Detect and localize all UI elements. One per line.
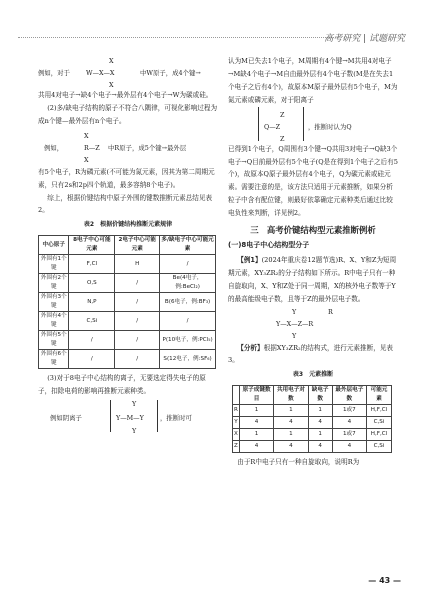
table-row <box>233 441 392 453</box>
atom-label: X <box>84 131 89 140</box>
table-cell: H <box>115 255 160 274</box>
structure-row: Y—X—Z—R <box>276 319 314 328</box>
structure-r <box>38 128 218 166</box>
table-cell: 4 <box>332 441 366 453</box>
atom-label: X <box>109 81 114 89</box>
structure-q <box>228 107 398 143</box>
atom-label: Y <box>132 400 137 409</box>
table-cell: X <box>233 429 240 441</box>
table-cell: / <box>115 312 160 331</box>
table-cell: Y <box>233 417 240 429</box>
table-cell: 1或7 <box>332 429 366 441</box>
table-cell: 4 <box>239 441 273 453</box>
atom-label: Z <box>280 134 285 143</box>
structure-xyzr <box>228 306 398 342</box>
table-cell: H,F,Cl <box>367 429 392 441</box>
table-header: 中心原子 <box>39 236 69 255</box>
table-caption: 表2 根据价键结构推断元素规律 <box>83 221 173 229</box>
atom-label: Y <box>292 331 297 340</box>
table-cell: / <box>160 312 216 331</box>
structure-row: Y—M—Y <box>116 414 144 423</box>
table-row <box>39 293 216 312</box>
table-cell: 外围有1个键 <box>39 255 69 274</box>
table-cell: / <box>115 274 160 293</box>
example-body: (2024年重庆卷12题节选)R、X、Y和Z为短周期元素，XY₃ZR₂的分子结构如下所示。R中电子只有一种自旋取向，X、Y和Z处于同一周期，X的核外电子数等于Y的最高能级电子数，且等于Z的最外层电子数。 <box>228 255 397 303</box>
page-number: — 43 — <box>368 576 401 585</box>
table-cell: / <box>69 331 115 350</box>
analysis-body: 根据XY₃ZR₂的结构式，进行元素推断，见表3。 <box>228 343 393 365</box>
table-cell: H,F,Cl <box>367 405 392 417</box>
atom-label: Z <box>280 110 285 119</box>
table-cell: 4 <box>274 417 308 429</box>
table-row <box>39 350 216 369</box>
example-prefix: 例如阴离子 <box>50 414 82 423</box>
table-cell: B(6电子，例:BF₃) <box>160 293 216 312</box>
table-row <box>39 312 216 331</box>
table-cell: 外围有3个键 <box>39 293 69 312</box>
table-cell: P(10电子，例:PCl₅) <box>160 331 216 350</box>
analysis-paragraph <box>228 342 398 368</box>
table-row <box>233 429 392 441</box>
analysis-tag: 【分析】 <box>237 343 264 352</box>
table-cell: / <box>160 255 216 274</box>
subsection-heading: (一)8电子中心结构型分子 <box>228 240 310 249</box>
table-cell: C,Si <box>69 312 115 331</box>
example-suffix: ，推断时可 <box>160 414 192 423</box>
table-row <box>39 274 216 293</box>
table-cell: 1或7 <box>332 405 366 417</box>
paragraph: 综上，根据价键结构中原子外围的键数推断元素总结见表2。 <box>38 193 213 215</box>
table-cell: O,S <box>69 274 115 293</box>
table-cell: 外围有4个键 <box>39 312 69 331</box>
table-cell: R <box>233 405 240 417</box>
table-cell: 4 <box>239 417 273 429</box>
table-header: 共用电子对数 <box>274 386 308 405</box>
paragraph: 共用4对电子→缺4个电子→最外层有4个电子→W为碳或硅。 <box>38 91 213 99</box>
table-header: 多/缺电子中心可能元素 <box>160 236 216 255</box>
header-rule <box>18 37 336 38</box>
table-3 <box>232 385 392 453</box>
table-header: 2电子中心可能元素 <box>115 236 160 255</box>
table-row <box>233 417 392 429</box>
right-column <box>228 55 398 469</box>
table-cell: 1 <box>308 429 332 441</box>
table-cell: / <box>115 350 160 369</box>
table-header: 8电子中心可能元素 <box>69 236 115 255</box>
example-tag: 【例1】 <box>237 255 262 264</box>
table-cell: / <box>115 293 160 312</box>
atom-label: X <box>84 155 89 164</box>
paragraph: 已得到1个电子，Q周围有3个键→Q共用3对电子→Q缺3个电子→Q目前最外层有5个电子(Q是在得到1个电子之后有5个)，故原本Q原子最外层有4个电子，Q为碳元素或硅元素。需要注意的是，该方法只适用于元素推断，如果分析粒子中含有配位键，则最好依靠确定元素种类后通过比较电负性来判断，详见例2。 <box>228 144 398 218</box>
table-cell: Z <box>233 441 240 453</box>
table-cell: 1 <box>308 405 332 417</box>
table-cell: 外围有6个键 <box>39 350 69 369</box>
table-header-row <box>233 386 392 405</box>
example-suffix: 中W原子，成4个键→ <box>140 69 201 77</box>
structure-w <box>38 55 218 89</box>
table-row <box>39 331 216 350</box>
journal-name: 高考研究 | 试题研究 <box>324 34 405 44</box>
table-cell: N,P <box>69 293 115 312</box>
table-cell: / <box>115 331 160 350</box>
table-header-row <box>39 236 216 255</box>
atom-label: Y <box>292 307 297 316</box>
table-cell: S(12电子，例:SF₆) <box>160 350 216 369</box>
example-suffix: 中R原子，成5个键→最外层 <box>108 143 187 152</box>
table-2 <box>38 235 216 369</box>
table-header: 原子成键数目 <box>239 386 273 405</box>
section-heading: 三 高考价键结构型元素推断例析 <box>250 225 376 236</box>
running-header <box>0 30 427 44</box>
table-cell: 1 <box>239 405 273 417</box>
example-paragraph <box>228 254 398 306</box>
structure-row: R—Z <box>84 143 100 152</box>
example-suffix: ，推断时认为Q <box>308 122 352 131</box>
structure-row: W—X—X <box>86 69 115 77</box>
structure-m <box>38 398 218 438</box>
atom-label: R <box>328 307 333 316</box>
table-row <box>39 255 216 274</box>
structure-row: Q—Z <box>264 122 281 131</box>
table-cell: C,Si <box>367 417 392 429</box>
table-cell: 4 <box>308 417 332 429</box>
table-cell: 4 <box>332 417 366 429</box>
atom-label: X <box>109 57 114 65</box>
table-cell: / <box>69 350 115 369</box>
table-header: 可能元素 <box>367 386 392 405</box>
table-cell: Be(4电子，例:BeCl₂) <box>160 274 216 293</box>
table-cell: C,Si <box>367 441 392 453</box>
paragraph: 认为M已失去1个电子，M周期有4个键→M共用4对电子→M缺4个电子→M自由最外层有4个电子数(M是在失去1个电子之后有4个)，故原本M原子最外层有5个电子，M为氮元素或磷元素，对于阳离子 <box>228 57 398 104</box>
paragraph: 由于R中电子只有一种自旋取向，说明R为 <box>237 458 360 467</box>
table-header: 最外层电子数 <box>332 386 366 405</box>
table-cell: 1 <box>239 429 273 441</box>
table-cell: 1 <box>274 429 308 441</box>
paragraph: (2)多/缺电子结构的原子不符合八隅律，可视化影响过程为成n个键—最外层有n个电子。 <box>38 103 218 125</box>
table-cell: 外围有2个键 <box>39 274 69 293</box>
paragraph: (3)对于8电子中心结构的离子，无要选定得失电子的原子，扣除电荷的影响再推断元素种类。 <box>38 374 206 396</box>
atom-label: Y <box>132 427 137 436</box>
table-cell: F,Cl <box>69 255 115 274</box>
table-cell: 4 <box>308 441 332 453</box>
table-cell: 1 <box>274 405 308 417</box>
table-row <box>233 405 392 417</box>
table-cell: 4 <box>274 441 308 453</box>
table-header: 缺电子数 <box>308 386 332 405</box>
table-caption: 表3 元素推断 <box>292 371 334 379</box>
table-header <box>233 386 240 405</box>
table-cell: 外围有5个键 <box>39 331 69 350</box>
paragraph: 有5个电子，R为磷元素(不可能为氮元素，因其为第二周期元素，只有2s和2p四个轨道，最多容纳8个电子)。 <box>38 167 215 189</box>
example-prefix: 例如， <box>44 143 64 152</box>
left-column <box>38 55 218 438</box>
example-prefix: 例如，对于 <box>38 69 70 77</box>
